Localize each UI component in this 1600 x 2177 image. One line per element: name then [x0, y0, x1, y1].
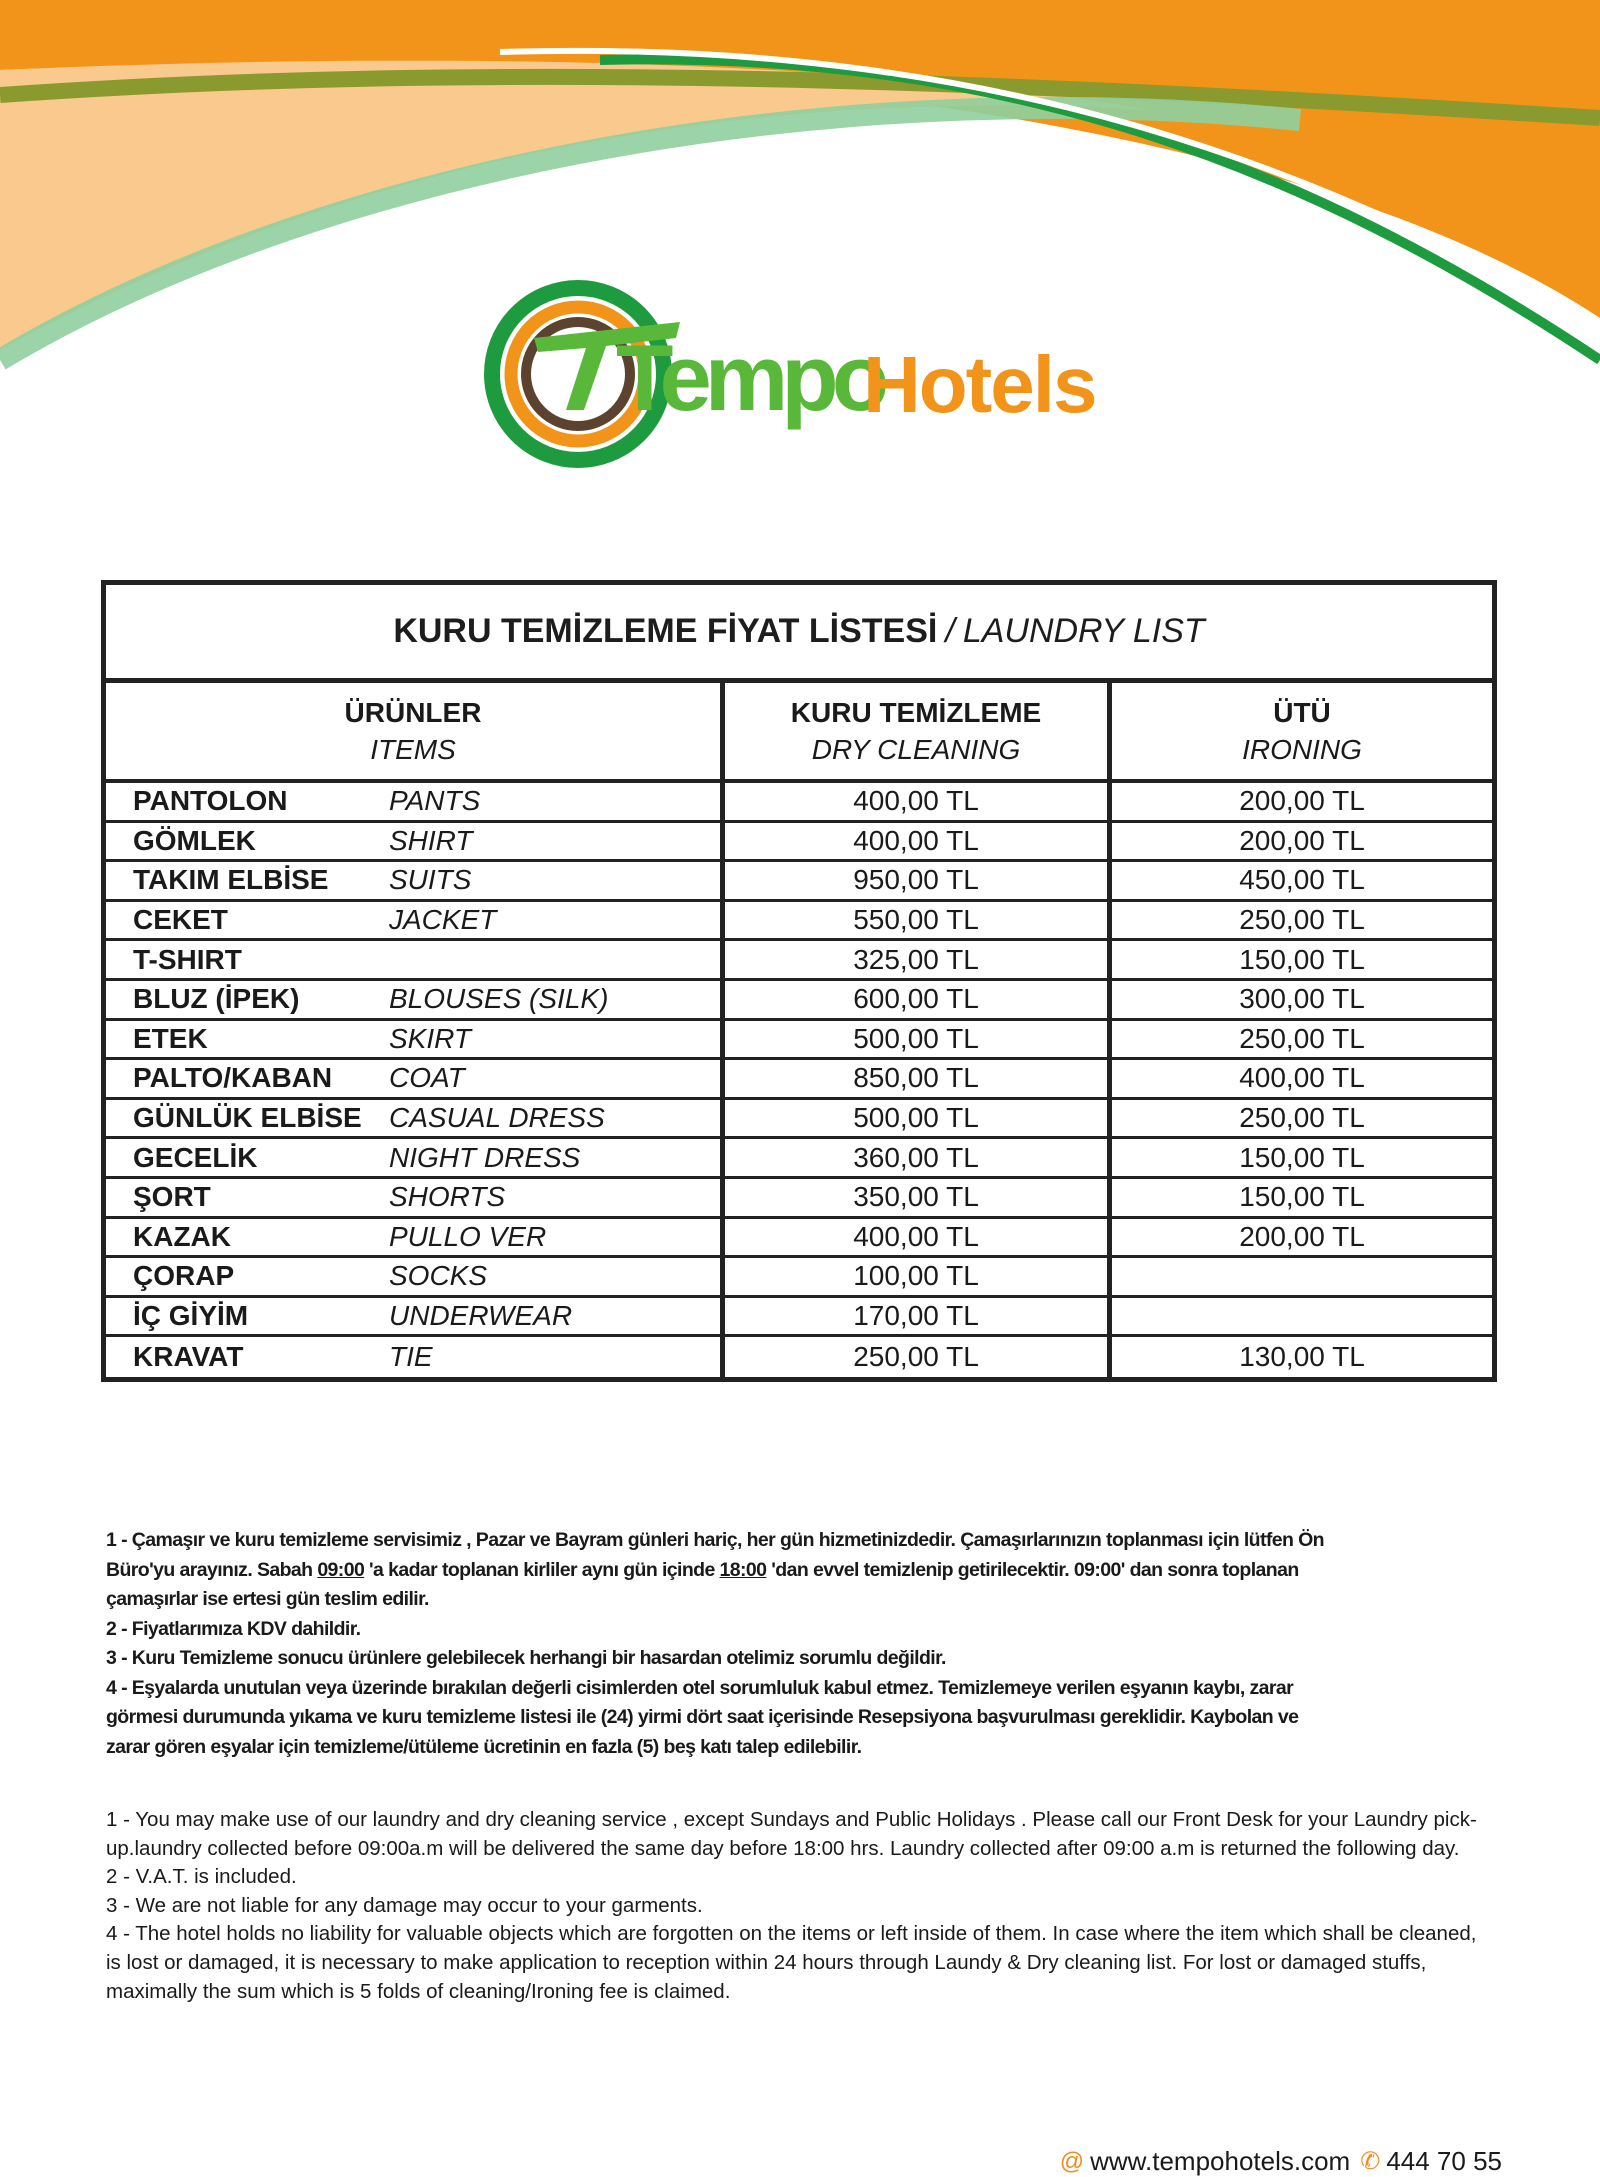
item-name-en: BLOUSES (SILK) [389, 983, 609, 1015]
notes-turkish [106, 1526, 1326, 1762]
note-en-4: 4 - The hotel holds no liability for valuable objects which are forgotten on the items or left inside of them. In case where the item which shall be cleaned, is lost or damaged, it is necessary to make application to reception within 24 hours through Laundy & Dry cleaning list. For lost or damaged stuffs, maximally the sum which is 5 folds of cleaning/Ironing fee is claimed. [106, 1922, 1477, 2003]
item-name-tr: GÜNLÜK ELBİSE [133, 1102, 362, 1134]
item-name-tr: T-SHIRT [133, 943, 242, 975]
table-row [106, 981, 720, 1021]
ironing-price: 250,00 TL [1112, 902, 1492, 942]
note-tr-1-part-c: 'dan evvel temizlenip getirilecektir. 09:00' dan sonra toplanan çamaşırlar ise ertesi gün teslim edilir. [106, 1558, 1299, 1610]
item-name-en: CASUAL DRESS [389, 1102, 605, 1134]
table-row [106, 783, 720, 823]
dry-cleaning-price: 170,00 TL [725, 1298, 1107, 1338]
dry-header-tr: KURU TEMİZLEME [790, 697, 1042, 728]
ironing-price: 150,00 TL [1112, 1139, 1492, 1179]
title-separator: / [945, 612, 955, 650]
note-tr-1 [106, 1526, 1326, 1615]
items-header-tr: ÜRÜNLER [344, 697, 482, 728]
ironing-price: 300,00 TL [1112, 981, 1492, 1021]
dry-cleaning-price: 950,00 TL [725, 862, 1107, 902]
item-name-tr: TAKIM ELBİSE [133, 864, 329, 896]
item-name-tr: BLUZ (İPEK) [133, 983, 300, 1015]
ironing-price [1112, 1298, 1492, 1338]
item-name-tr: KAZAK [133, 1220, 231, 1252]
ironing-column [1112, 683, 1492, 1377]
table-row [106, 1021, 720, 1061]
item-name-tr: ÇORAP [133, 1260, 235, 1292]
item-name-tr: ŞORT [133, 1181, 211, 1213]
item-name-tr: CEKET [133, 904, 228, 936]
ironing-price: 400,00 TL [1112, 1060, 1492, 1100]
item-name-en: PULLO VER [389, 1220, 547, 1252]
item-name-tr: PALTO/KABAN [133, 1062, 333, 1094]
table-row [106, 823, 720, 863]
note-tr-1-part-b: 'a kadar toplanan kirliler aynı gün içinde [364, 1558, 720, 1581]
ironing-price: 150,00 TL [1112, 1179, 1492, 1219]
footer-contact [1060, 2146, 1502, 2177]
note-en-3: 3 - We are not liable for any damage may occur to your garments. [106, 1893, 703, 1917]
table-row [106, 902, 720, 942]
website-link[interactable]: www.tempohotels.com [1090, 2146, 1351, 2176]
ironing-price: 130,00 TL [1239, 1341, 1365, 1373]
item-name-en: SHIRT [389, 824, 473, 856]
note-en-1: 1 - You may make use of our laundry and dry cleaning service , except Sundays and Public Holidays . Please call our Front Desk for your Laundry pick-up.laundry collected before 09:00a.m will be delivered the same day before 18:00 hrs. Laundry collected after 09:00 a.m is returned the following day. [106, 1808, 1477, 1860]
dry-cleaning-price: 325,00 TL [725, 941, 1107, 981]
logo-hotels-text: Hotels [863, 340, 1096, 429]
item-name-en: SOCKS [389, 1260, 488, 1292]
note-tr-1-part-a: 1 - Çamaşır ve kuru temizleme servisimiz , Pazar ve Bayram günleri hariç, her gün hizmetinizdedir. Çamaşırlarınızın toplanması için lütfen Ön Büro'yu arayınız. Sabah [106, 1529, 1324, 1581]
ironing-price: 250,00 TL [1112, 1021, 1492, 1061]
item-name-en: SUITS [389, 864, 472, 896]
ironing-price: 250,00 TL [1112, 1100, 1492, 1140]
table-row [106, 862, 720, 902]
note-tr-4: 4 - Eşyalarda unutulan veya üzerinde bırakılan değerli cisimlerden otel sorumluluk kabul etmez. Temizlemeye verilen eşyanın kaybı, zarar görmesi durumunda yıkama ve kuru temizleme listesi ile (24) yirmi dört saat içerisinde Resepsiyona başvurulması gereklidir. Kaybolan ve zarar gören eşyalar için temizleme/ütüleme ücretinin en fazla (5) beş katı talep edilebilir. [106, 1676, 1299, 1758]
note-tr-1-time-2: 18:00 [719, 1558, 767, 1581]
items-header [106, 683, 720, 783]
ironing-price [1112, 1258, 1492, 1298]
table-row [106, 1179, 720, 1219]
item-name-en: SHORTS [389, 1181, 506, 1213]
dry-cleaning-price: 350,00 TL [725, 1179, 1107, 1219]
item-name-en: JACKET [389, 904, 497, 936]
notes-english [106, 1806, 1486, 2006]
dry-cleaning-price: 250,00 TL [853, 1341, 979, 1373]
dry-cleaning-price: 850,00 TL [725, 1060, 1107, 1100]
table-row [106, 1219, 720, 1259]
note-tr-1-time-1: 09:00 [317, 1558, 365, 1581]
item-name-en: COAT [389, 1062, 465, 1094]
items-column [106, 683, 725, 1377]
logo-tempo-text: Tempo [616, 325, 883, 430]
phone-number[interactable]: 444 70 55 [1386, 2146, 1502, 2176]
dry-cleaning-price: 400,00 TL [725, 1219, 1107, 1259]
ironing-price: 150,00 TL [1112, 941, 1492, 981]
dry-cleaning-price: 100,00 TL [725, 1258, 1107, 1298]
table-row [106, 1100, 720, 1140]
phone-icon: ✆ [1360, 2148, 1381, 2175]
table-row [106, 1298, 720, 1338]
item-name-en: NIGHT DRESS [389, 1141, 581, 1173]
dry-cleaning-price: 400,00 TL [725, 823, 1107, 863]
ironing-price: 200,00 TL [1112, 783, 1492, 823]
item-name-tr: ETEK [133, 1022, 208, 1054]
dry-cleaning-column [725, 683, 1112, 1377]
iron-header-en: IRONING [1242, 734, 1362, 765]
ironing-price: 450,00 TL [1112, 862, 1492, 902]
note-tr-2: 2 - Fiyatlarımıza KDV dahildir. [106, 1617, 361, 1640]
title-en: LAUNDRY LIST [962, 612, 1205, 650]
ironing-header [1112, 683, 1492, 783]
item-name-en: TIE [389, 1341, 433, 1373]
table-title [106, 585, 1492, 683]
item-name-tr: İÇ GİYİM [133, 1300, 249, 1332]
item-name-en: PANTS [389, 785, 481, 817]
item-name-tr: KRAVAT [133, 1341, 244, 1373]
table-row [106, 1139, 720, 1179]
item-name-en: UNDERWEAR [389, 1300, 573, 1332]
laundry-price-table [101, 580, 1497, 1382]
note-tr-3: 3 - Kuru Temizleme sonucu ürünlere gelebilecek herhangi bir hasardan otelimiz sorumlu değildir. [106, 1647, 946, 1669]
dry-cleaning-price: 550,00 TL [725, 902, 1107, 942]
item-name-tr: GECELİK [133, 1141, 258, 1173]
items-header-en: ITEMS [370, 734, 456, 765]
table-row [106, 1337, 720, 1377]
table-row [106, 941, 720, 981]
dry-cleaning-price: 360,00 TL [725, 1139, 1107, 1179]
table-row [106, 1060, 720, 1100]
dry-cleaning-price: 500,00 TL [725, 1100, 1107, 1140]
item-name-tr: GÖMLEK [133, 824, 256, 856]
at-icon: @ [1059, 2147, 1085, 2175]
item-name-tr: PANTOLON [133, 785, 288, 817]
ironing-price: 200,00 TL [1112, 1219, 1492, 1259]
title-tr: KURU TEMİZLEME FİYAT LİSTESİ [393, 612, 938, 650]
dry-cleaning-price: 400,00 TL [725, 783, 1107, 823]
ironing-price: 200,00 TL [1112, 823, 1492, 863]
iron-header-tr: ÜTÜ [1273, 697, 1331, 728]
table-row [106, 1258, 720, 1298]
note-en-2: 2 - V.A.T. is included. [106, 1865, 297, 1889]
item-name-en: SKIRT [389, 1022, 471, 1054]
dry-cleaning-price: 600,00 TL [725, 981, 1107, 1021]
tempo-hotels-logo [480, 278, 1120, 478]
dry-cleaning-header [725, 683, 1107, 783]
dry-cleaning-price: 500,00 TL [725, 1021, 1107, 1061]
dry-header-en: DRY CLEANING [811, 734, 1021, 765]
